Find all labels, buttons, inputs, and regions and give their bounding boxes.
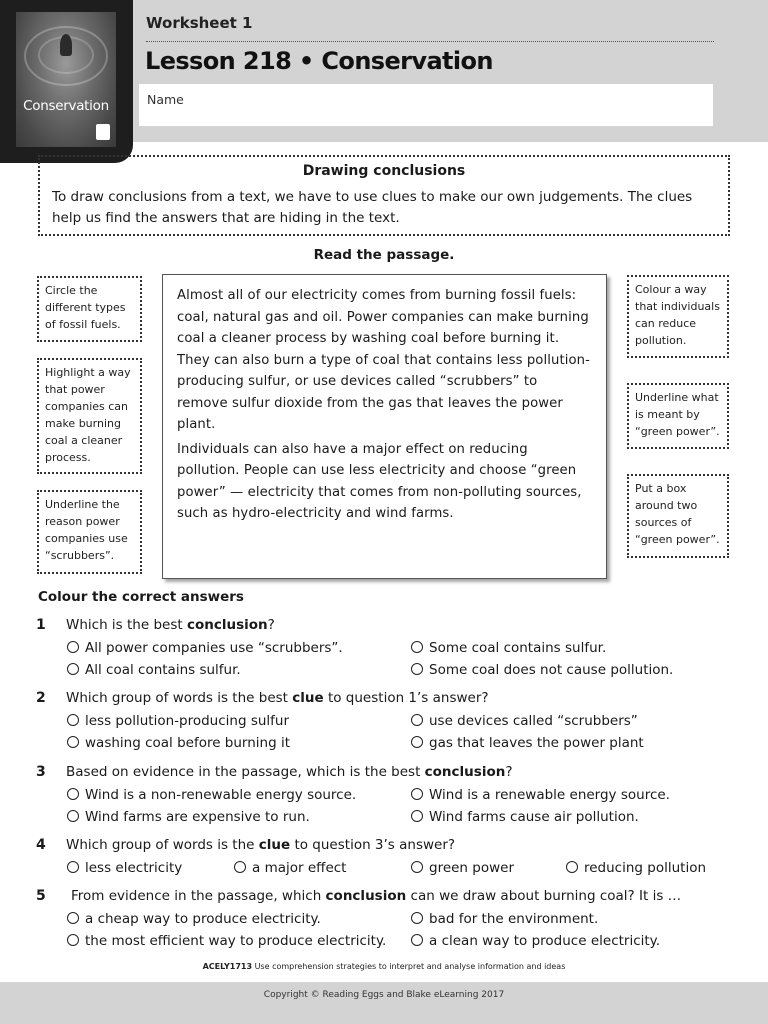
footer-background (0, 982, 768, 1024)
instruction-note: Underline the reason power companies use “scrubbers”. (37, 490, 142, 574)
answer-circle-icon[interactable] (411, 641, 423, 653)
answer-circle-icon[interactable] (67, 861, 79, 873)
answer-circle-icon[interactable] (411, 663, 423, 675)
book-cover-frame (0, 0, 133, 163)
publisher-logo-icon (96, 124, 110, 140)
curriculum-code: ACELY1713 (202, 962, 253, 971)
answer-circle-icon[interactable] (67, 641, 79, 653)
cover-title: Conservation (23, 98, 109, 114)
answer-circle-icon[interactable] (411, 861, 423, 873)
answer-option[interactable]: a cheap way to produce electricity. (67, 911, 321, 927)
answer-circle-icon[interactable] (566, 861, 578, 873)
curriculum-code-line (0, 962, 768, 971)
answer-option[interactable]: less electricity (67, 860, 182, 876)
answer-circle-icon[interactable] (411, 714, 423, 726)
answer-option[interactable]: gas that leaves the power plant (411, 735, 644, 751)
answer-circle-icon[interactable] (67, 934, 79, 946)
answer-option[interactable]: less pollution-producing sulfur (67, 713, 289, 729)
answer-option[interactable]: a clean way to produce electricity. (411, 933, 660, 949)
answer-option[interactable]: washing coal before burning it (67, 735, 290, 751)
book-cover-image (16, 12, 116, 147)
answer-option[interactable]: use devices called “scrubbers” (411, 713, 638, 729)
instruction-note: Colour a way that individuals can reduce pollution. (627, 275, 729, 358)
answer-circle-icon[interactable] (411, 736, 423, 748)
instruction-note: Underline what is meant by “green power”. (627, 383, 729, 449)
answer-option[interactable]: green power (411, 860, 514, 876)
answer-option[interactable]: Some coal does not cause pollution. (411, 662, 673, 678)
answer-option[interactable]: a major effect (234, 860, 346, 876)
questions-heading: Colour the correct answers (38, 589, 244, 605)
name-label: Name (147, 92, 184, 107)
copyright-text: Copyright © Reading Eggs and Blake eLearning 2017 (263, 990, 505, 1000)
question-text: Based on evidence in the passage, which is the best conclusion? (66, 764, 513, 780)
answer-circle-icon[interactable] (411, 912, 423, 924)
question-number: 4 (36, 837, 46, 853)
lesson-title: Lesson 218 • Conservation (145, 47, 493, 75)
drawing-conclusions-box (38, 155, 730, 236)
answer-option[interactable]: All power companies use “scrubbers”. (67, 640, 343, 656)
passage-paragraph: Almost all of our electricity comes from burning fossil fuels: coal, natural gas and oil. Power companies can make burning coal a cleaner process by washing coal before burning it. They can also burn a type of coal that contains less pollution-producing sulfur, or use devices called “scrubbers” to remove sulfur dioxide from the gas that leaves the power plant. (177, 288, 590, 432)
question-number: 1 (36, 617, 46, 633)
question-number: 3 (36, 764, 46, 780)
instruction-note: Highlight a way that power companies can make burning coal a cleaner process. (37, 358, 142, 474)
reading-passage (162, 274, 607, 579)
answer-circle-icon[interactable] (234, 861, 246, 873)
answer-option[interactable]: All coal contains sulfur. (67, 662, 241, 678)
answer-option[interactable]: bad for the environment. (411, 911, 598, 927)
question-number: 2 (36, 690, 46, 706)
drawing-conclusions-text: To draw conclusions from a text, we have to use clues to make our own judgements. The clues help us find the answers that are hiding in the text. (52, 189, 693, 226)
answer-option[interactable]: Wind farms are expensive to run. (67, 809, 310, 825)
answer-option[interactable]: reducing pollution (566, 860, 706, 876)
drawing-conclusions-title: Drawing conclusions (302, 163, 466, 179)
curriculum-description: Use comprehension strategies to interpret and analyse information and ideas (252, 962, 566, 971)
sprout-graphic (60, 34, 72, 56)
answer-circle-icon[interactable] (67, 714, 79, 726)
worksheet-label: Worksheet 1 (146, 14, 253, 32)
header-divider (146, 41, 714, 42)
question-number: 5 (36, 888, 46, 904)
answer-circle-icon[interactable] (411, 934, 423, 946)
name-field[interactable] (139, 84, 713, 126)
answer-circle-icon[interactable] (411, 810, 423, 822)
question-text: Which group of words is the clue to question 3’s answer? (66, 837, 456, 853)
answer-circle-icon[interactable] (67, 810, 79, 822)
passage-paragraph: Individuals can also have a major effect on reducing pollution. People can use less electricity and choose “green power” — electricity that comes from non-polluting sources, such as hydro-electricity and wind farms. (177, 441, 582, 521)
read-passage-label: Read the passage. (313, 247, 455, 263)
answer-option[interactable]: Wind farms cause air pollution. (411, 809, 639, 825)
instruction-note: Circle the different types of fossil fuels. (37, 276, 142, 342)
question-text: Which group of words is the best clue to question 1’s answer? (66, 690, 489, 706)
answer-option[interactable]: the most efficient way to produce electricity. (67, 933, 386, 949)
answer-option[interactable]: Wind is a renewable energy source. (411, 787, 670, 803)
answer-option[interactable]: Some coal contains sulfur. (411, 640, 606, 656)
answer-circle-icon[interactable] (67, 736, 79, 748)
answer-circle-icon[interactable] (67, 663, 79, 675)
answer-option[interactable]: Wind is a non-renewable energy source. (67, 787, 356, 803)
question-text: Which is the best conclusion? (66, 617, 275, 633)
question-text: From evidence in the passage, which conclusion can we draw about burning coal? It is … (71, 888, 682, 904)
instruction-note: Put a box around two sources of “green power”. (627, 474, 729, 558)
answer-circle-icon[interactable] (67, 788, 79, 800)
answer-circle-icon[interactable] (67, 912, 79, 924)
answer-circle-icon[interactable] (411, 788, 423, 800)
